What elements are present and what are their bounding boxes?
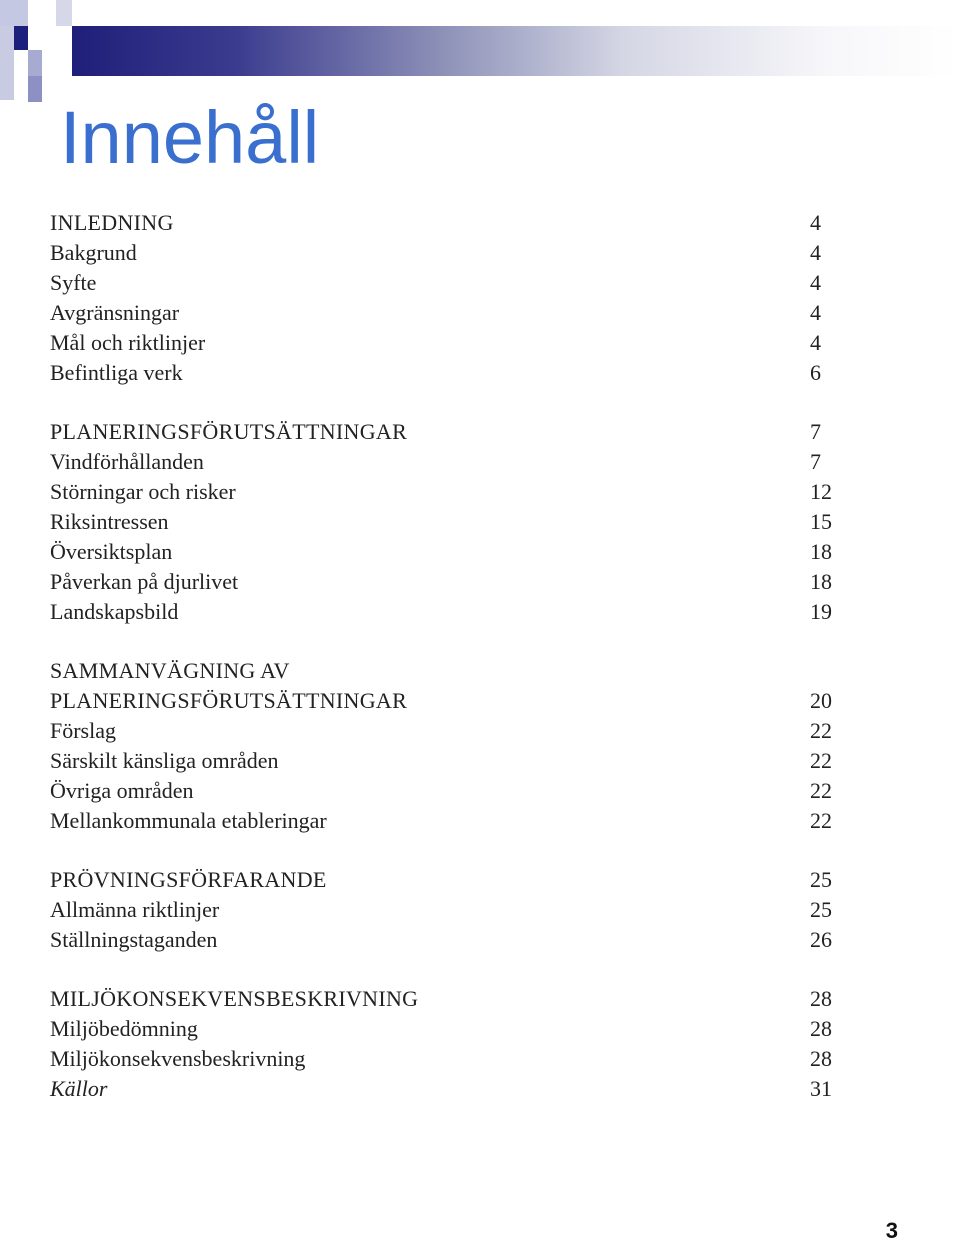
toc-entry-row[interactable]	[50, 806, 840, 836]
header-square	[28, 76, 42, 102]
toc-entry-page: 22	[810, 748, 832, 773]
toc-heading-row[interactable]	[50, 984, 840, 1014]
toc-entry-page: 4	[810, 300, 821, 325]
toc-entry-row[interactable]	[50, 298, 840, 328]
toc-entry-row[interactable]	[50, 597, 840, 627]
toc-entry-page: 19	[810, 599, 832, 624]
toc-entry-label: PLANERINGSFÖRUTSÄTTNINGAR	[50, 419, 408, 444]
toc-entry-label: Övriga områden	[50, 778, 194, 803]
toc-entry-label: Landskapsbild	[50, 599, 179, 624]
toc-entry-row[interactable]	[50, 1074, 840, 1104]
toc-entry-page: 4	[810, 240, 821, 265]
toc-entry-page: 22	[810, 718, 832, 743]
toc-section	[50, 984, 840, 1104]
toc-entry-page: 4	[810, 270, 821, 295]
toc-entry-label: Miljökonsekvensbeskrivning	[50, 1046, 306, 1071]
toc-entry-label: Särskilt känsliga områden	[50, 748, 279, 773]
toc-section	[50, 208, 840, 388]
toc-entry-page: 22	[810, 778, 832, 803]
toc-entry-label-line: PLANERINGSFÖRUTSÄTTNINGAR	[50, 688, 408, 713]
toc-entry-page: 22	[810, 808, 832, 833]
header-gradient-bar	[72, 26, 960, 76]
toc-entry-row[interactable]	[50, 507, 840, 537]
toc-entry-page: 7	[810, 449, 821, 474]
toc-entry-row[interactable]	[50, 328, 840, 358]
header-square	[0, 26, 14, 100]
toc-entry-label: Ställningstaganden	[50, 927, 218, 952]
toc-entry-page: 28	[810, 1046, 832, 1071]
toc-section	[50, 656, 840, 836]
toc-entry-page: 31	[810, 1076, 832, 1101]
toc-entry-row[interactable]	[50, 567, 840, 597]
toc-section	[50, 417, 840, 627]
toc-entry-row[interactable]	[50, 746, 840, 776]
toc-entry-label: Förslag	[50, 718, 116, 743]
page-title: Innehåll	[60, 96, 320, 179]
toc-entry-label: Mål och riktlinjer	[50, 330, 206, 355]
toc-entry-label: Allmänna riktlinjer	[50, 897, 220, 922]
toc-entry-page: 12	[810, 479, 832, 504]
toc-entry-page: 18	[810, 569, 832, 594]
table-of-contents	[50, 208, 840, 1133]
toc-entry-label: Vindförhållanden	[50, 449, 204, 474]
toc-entry-row[interactable]	[50, 268, 840, 298]
toc-heading-row[interactable]	[50, 656, 840, 716]
toc-entry-page: 20	[810, 688, 832, 713]
toc-entry-row[interactable]	[50, 776, 840, 806]
toc-heading-row[interactable]	[50, 865, 840, 895]
toc-entry-row[interactable]	[50, 358, 840, 388]
header-square	[0, 0, 28, 26]
toc-section	[50, 865, 840, 955]
toc-entry-row[interactable]	[50, 895, 840, 925]
toc-heading-row[interactable]	[50, 417, 840, 447]
toc-entry-label: Mellankommunala etableringar	[50, 808, 327, 833]
toc-entry-label: Avgränsningar	[50, 300, 180, 325]
toc-entry-row[interactable]	[50, 716, 840, 746]
toc-entry-row[interactable]	[50, 1014, 840, 1044]
toc-entry-label: Riksintressen	[50, 509, 169, 534]
toc-entry-page: 25	[810, 897, 832, 922]
toc-entry-label: Bakgrund	[50, 240, 137, 265]
toc-entry-label: Syfte	[50, 270, 97, 295]
header-square	[14, 26, 28, 50]
toc-entry-page: 4	[810, 330, 821, 355]
toc-entry-label: Påverkan på djurlivet	[50, 569, 239, 594]
toc-entry-page: 6	[810, 360, 821, 385]
toc-entry-label: Källor	[50, 1076, 108, 1101]
toc-entry-row[interactable]	[50, 925, 840, 955]
toc-entry-page: 4	[810, 210, 821, 235]
toc-entry-row[interactable]	[50, 1044, 840, 1074]
toc-entry-page: 7	[810, 419, 821, 444]
toc-entry-page: 25	[810, 867, 832, 892]
toc-entry-label-line: SAMMANVÄGNING AV	[50, 658, 290, 683]
page-number: 3	[885, 1218, 898, 1243]
toc-entry-row[interactable]	[50, 477, 840, 507]
toc-entry-page: 26	[810, 927, 832, 952]
header-square	[28, 50, 42, 76]
toc-entry-label: PRÖVNINGSFÖRFARANDE	[50, 867, 327, 892]
toc-entry-label: Befintliga verk	[50, 360, 183, 385]
toc-heading-row[interactable]	[50, 208, 840, 238]
toc-entry-label: MILJÖKONSEKVENSBESKRIVNING	[50, 986, 419, 1011]
toc-entry-page: 15	[810, 509, 832, 534]
toc-entry-row[interactable]	[50, 238, 840, 268]
toc-entry-page: 28	[810, 986, 832, 1011]
toc-entry-page: 18	[810, 539, 832, 564]
toc-entry-label: INLEDNING	[50, 210, 174, 235]
header-square	[42, 26, 72, 76]
toc-entry-label: Översiktsplan	[50, 539, 173, 564]
toc-entry-label	[50, 656, 407, 716]
toc-entry-row[interactable]	[50, 447, 840, 477]
toc-entry-label: Miljöbedömning	[50, 1016, 198, 1041]
toc-entry-label: Störningar och risker	[50, 479, 236, 504]
toc-entry-row[interactable]	[50, 537, 840, 567]
toc-entry-page: 28	[810, 1016, 832, 1041]
